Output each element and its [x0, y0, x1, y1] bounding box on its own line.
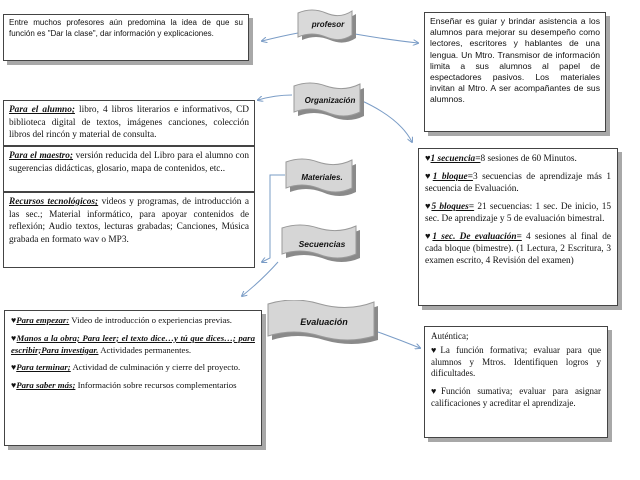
box-secuencias [418, 148, 618, 306]
evaluacion-list [11, 315, 255, 392]
secuencias-list [425, 153, 611, 267]
heart-icon: ♥ [11, 380, 17, 391]
evaluacion-item [11, 362, 255, 374]
secuencia-item-text: 3 secuencias de aprendizaje más 1 secuencia de Evaluación. [425, 172, 611, 194]
arrow-organizacion-alumno [258, 95, 292, 100]
heart-icon: ♥ [431, 344, 441, 355]
secuencia-item-text: 21 secuencias: 1 sec. De inicio, 15 sec. De aprendizaje y 5 de evaluación bimestral. [425, 202, 611, 224]
secuencia-item-label: 5 bloques= [431, 202, 475, 212]
banner-profesor-label: profesor [311, 20, 345, 29]
autentica-item [431, 386, 601, 410]
banner-secuencias [280, 224, 364, 266]
alumno-text: libro, 4 libros literarios e informativos, CD biblioteca digital de textos, imágenes canciones, colección libros del rincón y material de consulta. [9, 105, 249, 140]
evaluacion-item-text: Actividad de culminación y cierre del proyecto. [70, 362, 241, 373]
box-autentica [424, 326, 608, 438]
box-evaluacion-actividades [4, 310, 262, 446]
evaluacion-item-text: Actividades permanentes. [98, 344, 192, 355]
autentica-item-text: La función formativa; evaluar para que alumnos y Mtros. Identifiquen logros y dificultades. [431, 344, 601, 379]
heart-icon: ♥ [425, 232, 433, 242]
maestro-label: Para el maestro; [9, 151, 74, 161]
evaluacion-item [11, 380, 255, 392]
arrow-profesor-left [262, 33, 298, 41]
secuencia-item [425, 231, 611, 267]
autentica-item-text: Función sumativa; evaluar para asignar calificaciones y acreditar el aprendizaje. [431, 386, 601, 408]
box-para-el-maestro [3, 146, 255, 192]
maestro-text: versión reducida del Libro para el alumno con sugerencias didácticas, glosario, mapa de contenidos, etc.. [9, 151, 249, 174]
secuencia-item [425, 153, 611, 165]
evaluacion-item-label: Para terminar; [16, 362, 71, 373]
banner-evaluacion-label: Evaluación [300, 317, 348, 327]
autentica-item [431, 345, 601, 380]
banner-evaluacion [266, 300, 382, 348]
recursos-text: videos y programas, de introducción a las sec.; Material informático, para apoyar contenidos de reflexión; Audio textos, lecturas grabadas; Canciones, Música grabada en formato wav o MP3. [9, 197, 249, 245]
secuencia-item [425, 201, 611, 225]
box-recursos-tecnologicos [3, 192, 255, 268]
autentica-title: Auténtica; [431, 331, 469, 341]
box-teaching-definition [424, 12, 606, 132]
secuencia-item-label: 1 secuencia= [430, 154, 481, 164]
heart-icon: ♥ [11, 362, 17, 373]
secuencia-item-label: 1 sec. De evaluación= [432, 232, 522, 242]
heart-icon: ♥ [11, 315, 17, 325]
evaluacion-item-label: Para saber más; [16, 380, 76, 391]
evaluacion-item [11, 315, 255, 327]
secuencia-item-text: 4 sesiones al final de cada bloque (bimestre). (1 Lectura, 2 Escritura, 3 examen escrito, 4 Revisión del examen) [425, 232, 611, 266]
evaluacion-item-label: Para empezar: [16, 315, 70, 325]
evaluacion-item-label: Manos a la obra; Para leer; el texto dice…y tú que dices…; para escribir;Para investigar. [11, 332, 255, 355]
recursos-label: Recursos tecnológicos; [9, 197, 99, 207]
heart-icon: ♥ [425, 154, 431, 164]
evaluacion-item-text: Video de introducción o experiencias previas. [69, 315, 232, 325]
alumno-label: Para el alumno; [9, 105, 75, 115]
box-teacher-role [3, 14, 249, 61]
arrow-evaluacion-right [378, 332, 420, 348]
autentica-list [431, 345, 601, 410]
banner-profesor [296, 8, 360, 48]
banner-materiales-label: Materiales. [301, 173, 343, 182]
box-teaching-definition-text: Enseñar es guiar y brindar asistencia a los alumnos para mejorar su desempeño como lectores, escritores y hablantes de una lengua. Un Mtro. Transmisor de información limita a sus alumnos al papel de espectadores pasivos. Los materiales invitan al Mtro. A ser acompañantes de sus alumnos. [430, 16, 600, 105]
box-para-el-alumno [3, 100, 255, 146]
box-teacher-role-text: Entre muchos profesores aún predomina la idea de que su función es "Dar la clase", dar información y explicaciones. [9, 18, 243, 38]
banner-organizacion-label: Organización [304, 96, 356, 105]
heart-icon: ♥ [425, 202, 432, 212]
heart-icon: ♥ [425, 172, 433, 182]
evaluacion-item [11, 333, 255, 357]
banner-organizacion [292, 82, 368, 124]
secuencia-item-label: 1 bloque= [432, 172, 473, 182]
heart-icon: ♥ [11, 332, 17, 343]
evaluacion-item-text: Información sobre recursos complementarios [75, 380, 237, 391]
secuencia-item [425, 171, 611, 195]
banner-secuencias-label: Secuencias [298, 239, 346, 249]
secuencia-item-text: 8 sesiones de 60 Minutos. [480, 154, 577, 164]
banner-materiales [284, 158, 360, 200]
heart-icon: ♥ [431, 386, 441, 397]
arrow-profesor-right [355, 34, 418, 43]
